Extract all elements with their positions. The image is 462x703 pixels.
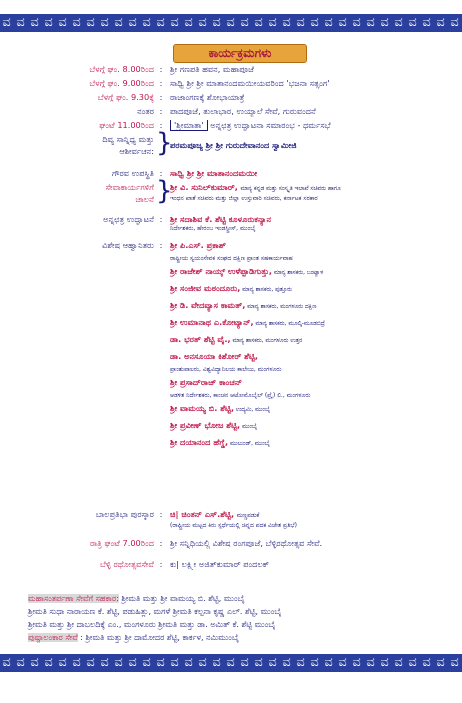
border-ornament: ವ <box>100 655 110 670</box>
border-ornament: ವ <box>310 15 320 30</box>
child-talent-role: (ರಾಷ್ಟ್ರೀಯ ಮಟ್ಟದ ಕಿರು ಸ್ಪರ್ಧೆಯಲ್ಲಿ ಚಿನ್ನದ ಪದಕ ವಿಜೇತ ಪ್ರತಿಭೆ) <box>170 522 297 529</box>
border-ornament: ವ <box>72 15 82 30</box>
annachatra-role: ನಿರ್ದೇಶಕರು, ಹೇರಂಬ ಇಂಡಸ್ಟ್ರೀಸ್, ಮುಂಬೈ <box>170 225 256 232</box>
guest-name: ಶ್ರೀ ವಾಮಯ್ಯ ಬಿ. ಶೆಟ್ಟಿ, <box>170 403 235 413</box>
guest-role: ಮುಂಬೈ <box>240 424 258 430</box>
inauguration-text: ಅನ್ನಛತ್ರ ಉದ್ಘಾಟನಾ ಸಮಾರಂಭ - ಧರ್ಮಸಭೆ <box>207 120 331 130</box>
footer-tag: ಪುಷ್ಪಾಲಂಕಾರ ಸೇವೆ <box>28 633 78 642</box>
border-ornament: ವ <box>128 15 138 30</box>
guest-role: ಮಾನ್ಯ ಶಾಸಕರು, ಬಂಟ್ವಾಳ <box>272 270 324 276</box>
border-ornament: ವ <box>156 655 166 670</box>
guest-name: ಶ್ರೀ ಪ್ರವೀಣ್ ಭೋಜ ಶೆಟ್ಟಿ, <box>170 420 241 430</box>
footer-line-1 <box>28 592 448 605</box>
child-talent-row: ಬಾಲಪ್ರತಿಭಾ ಪುರಸ್ಕಾರ : ಚಿ| ಚಿಂತನ್ ಎಸ್.ಶೆಟ್ಟಿ, ಮಣ್ಣಪಡುಕೆ (ರಾಷ್ಟ್ರೀಯ ಮಟ್ಟದ ಕಿರು ಸ್ಪರ್ಧೆಯಲ್ಲಿ ಚಿನ್ನದ ಪದಕ ವಿಜೇತ ಪ್ರತಿಭೆ) <box>28 509 448 531</box>
silver-chariot-label: ಬೆಳ್ಳಿ ರಥೋತ್ಸವಸೇವೆ <box>99 559 154 569</box>
border-ornament: ವ <box>184 655 194 670</box>
border-ornament: ವ <box>450 655 460 670</box>
footer-tag: ಮಹಾಸಂತರ್ಪಣಾ ಸೇವೆಗೆ ಸಹಕಾರ: <box>28 594 119 603</box>
silver-chariot-sponsor: ಕು| ಲಕ್ಷ್ಮೀ ಅಜಿತ್‌ಕುಮಾರ್ ಪಂದಲಕ್ <box>170 559 270 569</box>
program-page: ವ ವ ವ ವ ವ ವ ವ ವ ವ ವ ವ ವ ವ ವ ವ ವ ವ ವ ವ ವ ವ ವ ವ ವ ವ ವ ವ ವ ವ ವ ವ ವ ವ ಕಾರ್ಯಕ್ರಮಗಳು ಬೆಳಗ್ಗೆ ಘಂ. 8.00ರಿಂದ : ಶ್ರೀ ಗಣಪತಿ ಹವನ, ಮಹಾಪೂಜೆ ಬೆಳಗ್ಗೆ ಘಂ. 9.00ರಿಂದ : ಸಾಧ್ವಿ ಶ್ರೀ ಶ್ರೀ ಮಾತಾನಂದಮಯೀಯವರಿಂದ 'ಭಜನಾ ಸತ್ಸಂಗ' ಬೆಳಗ್ಗೆ ಘಂ. 9.30ಕ್ಕೆ : ರಾಜಾಂಗಣಕ್ಕೆ ಶೋಭಾಯಾತ್ರೆ ನಂತರ : ಪಾದಪೂಜೆ, ತುಲಾಭಾರ, ಉಯ್ಯಾಲೆ ಸೇವೆ, ಗುರುವಂದನೆ ಘಂಟೆ 11.00ರಿಂದ : 'ಶ್ರೀಮಾತಾ' ಅನ್ನಛತ್ರ ಉದ್ಘಾಟನಾ ಸಮಾರಂಭ - ಧರ್ಮಸಭೆ ದಿವ್ಯ ಸಾನ್ನಿಧ್ಯ ಮತ್ತು ಆಶೀರ್ವಚನ: } ಪರಮಪೂಜ್ಯ ಶ್ರೀ ಶ್ರೀ ಗುರುದೇವಾನಂದ ಸ್ವಾಮೀಜಿ ಗೌರವ ಉಪಸ್ಥಿತಿ : ಸಾಧ್ವಿ ಶ್ರೀ ಶ್ರೀ ಮಾತಾನಂದಮಯೀ ಸೇವಾಕಾರ್ಯಗಳಿಗೆ ಚಾಲನೆ } ಶ್ರೀ ವಿ. ಸುನಿಲ್‌ಕುಮಾರ್, ಮಾನ್ಯ ಕನ್ನಡ ಮತ್ತು ಸಂಸ್ಕೃತಿ ಇಲಾಖೆ ಸಚಿವರು ಹಾಗೂ ಇಂಧನ ಖಾತೆ ಸಚಿವರು ಮತ್ತು ಜಿಲ್ಲಾ ಉಸ್ತುವಾರಿ ಸಚಿವರು, ಕರ್ನಾಟಕ ಸರಕಾರ ಅನ್ನಛತ್ರ ಉದ್ಘಾಟನೆ : ಶ್ರೀ ಸದಾಶಿವ ಕೆ. ಶೆಟ್ಟಿ ಕೂಳೂರುಕನ್ಯಾನ ನಿರ್ದೇಶಕರು, ಹೇರಂಬ ಇಂಡಸ್ಟ್ರೀಸ್, ಮುಂಬೈ ವಿಶೇಷ ಆಹ್ವಾನಿತರು : ಶ್ರೀ ಪಿ.ಎಸ್. ಪ್ರಕಾಶ್ ರಾಷ್ಟ್ರೀಯ ಸ್ವಯಂಸೇವಕ ಸಂಘದ ದಕ್ಷಿಣ ಪ್ರಾಂತ ಸಹಕಾರ್ಯವಾಹ ಶ್ರೀ ರಾಜೇಶ್ ನಾಯ್ಕ್ ಉಳೆಪ್ಪಾಡಿಗುತ್ತು, ಮಾನ್ಯ ಶಾಸಕರು, ಬಂಟ್ವಾಳ ಶ್ರೀ ಸಂಜೀವ ಮಠಂದೂರು, ಮಾನ್ಯ ಶಾಸಕರು, ಪುತ್ತೂರು ಶ್ರೀ ಡಿ. ವೇದವ್ಯಾಸ ಕಾಮತ್, ಮಾನ್ಯ ಶಾಸಕರು, ಮಂಗಳೂರು ದಕ್ಷಿಣ ಶ್ರೀ ಉಮಾನಾಥ ಎ.ಕೋಟ್ಯಾನ್, ಮಾನ್ಯ ಶಾಸಕರು, ಮೂಲ್ಕಿ-ಮೂಡಬಿದ್ರೆ ಡಾ. ಭರತ್ ಶೆಟ್ಟಿ ವೈ., ಮಾನ್ಯ ಶಾಸಕರು, ಮಂಗಳೂರು ಉತ್ತರ ಡಾ. ಅನಸೂಯಾ ಕಿಶೋರ್ ಶೆಟ್ಟಿ, ಪ್ರಾಂಶುಪಾಲರು, ವಿಶ್ವವಿದ್ಯಾನಿಲಯ ಕಾಲೇಜು, ಮಂಗಳೂರು ಶ್ರೀ ಪ್ರಸಾದ್‌ರಾಜ್ ಕಾಂಚನ್ ಆಡಳಿತ ನಿರ್ದೇಶಕರು, ಕಾಂಚನ ಆಟೋಮೊಬೈಲ್ (ಪ್ರೈ) ಲಿ., ಮಂಗಳೂರು ಶ್ರೀ ವಾಮಯ್ಯ ಬಿ. ಶೆಟ್ಟಿ, ಉದ್ಯಮಿ, ಮುಂಬೈ ಶ್ರೀ ಪ್ರವೀಣ್ ಭೋಜ ಶೆಟ್ಟಿ, ಮುಂಬೈ ಶ್ರೀ ದಯಾನಂದ ಹೆಗ್ಡೆ, ಮುಲುಂಡ್, ಮುಂಬೈ ಬಾಲಪ್ರತಿಭಾ ಪುರಸ್ಕಾರ : ಚಿ| ಚಿಂತನ್ ಎಸ್.ಶೆಟ್ಟಿ, ಮಣ್ಣಪಡುಕೆ (ರಾಷ್ಟ್ರೀಯ ಮಟ್ಟದ ಕಿರು ಸ್ಪರ್ಧೆಯಲ್ಲಿ ಚಿನ್ನದ ಪದಕ ವಿಜೇತ ಪ್ರತಿಭೆ) ರಾತ್ರಿ ಘಂಟೆ 7.00ರಿಂದ : ಶ್ರೀ ಸನ್ನಿಧಿಯಲ್ಲಿ ವಿಶೇಷ ರಂಗಪೂಜೆ, ಬೆಳ್ಳಿರಥೋತ್ಸವ ಸೇವೆ. ಬೆಳ್ಳಿ ರಥೋತ್ಸವಸೇವೆ : ಕು| ಲಕ್ಷ್ಮೀ ಅಜಿತ್‌ಕುಮಾರ್ ಪಂದಲಕ್ ಮಹಾಸಂತರ್ಪಣಾ ಸೇವೆಗೆ ಸಹಕಾರ: ಶ್ರೀಮತಿ ಮತ್ತು ಶ್ರೀ ವಾಮಯ್ಯ ಬಿ. ಶೆಟ್ಟಿ, ಮುಂಬೈ ಶ್ರೀಮತಿ ಸುಧಾ ನಾರಾಯಣ ಕೆ. ಶೆಟ್ಟಿ, ಪಡುಹಿತ್ಲು, ಮಗಳೆ ಶ್ರೀಮತಿ ಕಲ್ಪನಾ ಕೃಷ್ಣ ಎಲ್. ಶೆಟ್ಟಿ, ಮುಂಬೈ ಶ್ರೀಮತಿ ಮತ್ತು ಶ್ರೀ ದಾಬಲದಿಕ್ಕೆ ಎಂ., ಮಂಗಳೂರು ಶ್ರೀಮತಿ ಮತ್ತು ಡಾ. ಅಮಿತ್ ಕೆ. ಶೆಟ್ಟಿ ಮುಂಬೈ ಪುಷ್ಪಾಲಂಕಾರ ಸೇವೆ : ಶ್ರೀಮತಿ ಮತ್ತು ಶ್ರೀ ದಾಮೋದರ ಶೆಟ್ಟಿ, ಕಾರ್ಕಳ, ನಮಿಮುಂಬೈ ವ ವ ವ ವ ವ ವ ವ ವ ವ ವ ವ ವ ವ ವ ವ ವ ವ ವ ವ ವ ವ ವ ವ ವ ವ ವ ವ ವ ವ ವ ವ ವ ವ <box>0 0 462 703</box>
schedule-event: ರಾಜಾಂಗಣಕ್ಕೆ ಶೋಭಾಯಾತ್ರೆ <box>170 92 245 102</box>
annachatra-label: ಅನ್ನಛತ್ರ ಉದ್ಘಾಟನೆ <box>103 214 154 224</box>
border-ornament: ವ <box>352 655 362 670</box>
guest-name: ಶ್ರೀ ಡಿ. ವೇದವ್ಯಾಸ ಕಾಮತ್, <box>170 300 246 310</box>
seva-launch-row: ಸೇವಾಕಾರ್ಯಗಳಿಗೆ ಚಾಲನೆ } ಶ್ರೀ ವಿ. ಸುನಿಲ್‌ಕುಮಾರ್, ಮಾನ್ಯ ಕನ್ನಡ ಮತ್ತು ಸಂಸ್ಕೃತಿ ಇಲಾಖೆ ಸಚಿವರು ಹಾಗೂ ಇಂಧನ ಖಾತೆ ಸಚಿವರು ಮತ್ತು ಜಿಲ್ಲಾ ಉಸ್ತುವಾರಿ ಸಚಿವರು, ಕರ್ನಾಟಕ ಸರಕಾರ <box>28 182 448 208</box>
border-ornament: ವ <box>226 15 236 30</box>
border-ornament: ವ <box>30 15 40 30</box>
border-ornament: ವ <box>72 655 82 670</box>
border-ornament: ವ <box>254 655 264 670</box>
divine-presence-name: ಪರಮಪೂಜ್ಯ ಶ್ರೀ ಶ್ರೀ ಗುರುದೇವಾನಂದ ಸ್ವಾಮೀಜಿ <box>170 140 297 150</box>
honorary-name: ಸಾಧ್ವಿ ಶ್ರೀ ಶ್ರೀ ಮಾತಾನಂದಮಯೀ <box>170 168 258 178</box>
guest-name: ಶ್ರೀ ಪ್ರಸಾದ್‌ರಾಜ್ ಕಾಂಚನ್ <box>170 377 243 387</box>
night-event: ಶ್ರೀ ಸನ್ನಿಧಿಯಲ್ಲಿ ವಿಶೇಷ ರಂಗಪೂಜೆ, ಬೆಳ್ಳಿರಥೋತ್ಸವ ಸೇವೆ. <box>170 538 323 548</box>
guest-role: ಮಾನ್ಯ ಶಾಸಕರು, ಮಂಗಳೂರು ಉತ್ತರ <box>230 338 303 344</box>
border-ornament: ವ <box>142 15 152 30</box>
border-ornament: ವ <box>394 15 404 30</box>
annachatra-row: ಅನ್ನಛತ್ರ ಉದ್ಘಾಟನೆ : ಶ್ರೀ ಸದಾಶಿವ ಕೆ. ಶೆಟ್ಟಿ ಕೂಳೂರುಕನ್ಯಾನ ನಿರ್ದೇಶಕರು, ಹೇರಂಬ ಇಂಡಸ್ಟ್ರೀಸ್, ಮುಂಬೈ <box>28 214 448 236</box>
guest-line <box>170 437 450 450</box>
guest-line <box>170 266 450 279</box>
guest-name: ಶ್ರೀ ಉಮಾನಾಥ ಎ.ಕೋಟ್ಯಾನ್, <box>170 317 254 327</box>
guest-role: ಮಾನ್ಯ ಶಾಸಕರು, ಪುತ್ತೂರು <box>240 287 292 293</box>
border-ornament: ವ <box>198 15 208 30</box>
guest-line <box>170 420 450 433</box>
guest-name: ಶ್ರೀ ಪಿ.ಎಸ್. ಪ್ರಕಾಶ್ <box>170 240 226 250</box>
border-ornament: ವ <box>380 15 390 30</box>
schedule-time: ಬೆಳಗ್ಗೆ ಘಂ. 9.30ಕ್ಕೆ <box>97 92 154 102</box>
border-ornament: ವ <box>16 655 26 670</box>
special-guests-list <box>170 240 450 454</box>
border-ornament: ವ <box>2 15 12 30</box>
guest-line: ರಾಷ್ಟ್ರೀಯ ಸ್ವಯಂಸೇವಕ ಸಂಘದ ದಕ್ಷಿಣ ಪ್ರಾಂತ ಸಹಕಾರ್ಯವಾಹ <box>170 255 293 262</box>
border-ornament: ವ <box>2 655 12 670</box>
guest-name: ಶ್ರೀ ಸಂಜೀವ ಮಠಂದೂರು, <box>170 283 241 293</box>
border-ornament: ವ <box>408 15 418 30</box>
schedule-time: ನಂತರ <box>137 106 154 116</box>
border-ornament: ವ <box>184 15 194 30</box>
footer-line-2 <box>28 605 448 618</box>
border-ornament: ವ <box>114 655 124 670</box>
footer-text: ಶ್ರೀಮತಿ ಮತ್ತು ಶ್ರೀ ದಾಬಲದಿಕ್ಕೆ ಎಂ., ಮಂಗಳೂರು ಶ್ರೀಮತಿ ಮತ್ತು ಡಾ. ಅಮಿತ್ ಕೆ. ಶೆಟ್ಟಿ ಮುಂಬೈ <box>28 620 276 629</box>
border-ornament: ವ <box>142 655 152 670</box>
border-ornament: ವ <box>324 655 334 670</box>
night-time: ರಾತ್ರಿ ಘಂಟೆ 7.00ರಿಂದ <box>89 538 154 548</box>
border-ornament: ವ <box>436 15 446 30</box>
guest-name: ಡಾ. ಅನಸೂಯಾ ಕಿಶೋರ್ ಶೆಟ್ಟಿ, <box>170 351 259 361</box>
guest-line <box>170 334 450 347</box>
divine-presence-row: ದಿವ್ಯ ಸಾನ್ನಿಧ್ಯ ಮತ್ತು ಆಶೀರ್ವಚನ: } ಪರಮಪೂಜ್ಯ ಶ್ರೀ ಶ್ರೀ ಗುರುದೇವಾನಂದ ಸ್ವಾಮೀಜಿ <box>28 134 448 160</box>
border-ornament: ವ <box>408 655 418 670</box>
guest-name: ಶ್ರೀ ದಯಾನಂದ ಹೆಗ್ಡೆ, <box>170 437 229 447</box>
guest-role: ಮುಲುಂಡ್, ಮುಂಬೈ <box>228 441 270 447</box>
border-ornament: ವ <box>170 655 180 670</box>
footer-line-3 <box>28 618 448 631</box>
seva-guest-role-2: ಇಂಧನ ಖಾತೆ ಸಚಿವರು ಮತ್ತು ಜಿಲ್ಲಾ ಉಸ್ತುವಾರಿ ಸಚಿವರು, ಕರ್ನಾಟಕ ಸರಕಾರ <box>170 195 318 202</box>
guest-line <box>170 317 450 330</box>
border-ornament: ವ <box>198 655 208 670</box>
border-ornament: ವ <box>394 655 404 670</box>
border-ornament: ವ <box>380 655 390 670</box>
border-ornament: ವ <box>254 15 264 30</box>
schedule-time: ಘಂಟೆ 11.00ರಿಂದ <box>99 120 154 130</box>
top-border-band <box>0 14 462 32</box>
border-ornament: ವ <box>422 15 432 30</box>
border-ornament: ವ <box>296 655 306 670</box>
border-ornament: ವ <box>366 655 376 670</box>
border-ornament: ವ <box>296 15 306 30</box>
guest-role: ಮಾನ್ಯ ಶಾಸಕರು, ಮಂಗಳೂರು ದಕ್ಷಿಣ <box>245 304 317 310</box>
border-ornament: ವ <box>268 15 278 30</box>
border-ornament: ವ <box>310 655 320 670</box>
guest-line <box>170 283 450 296</box>
seva-label-2: ಚಾಲನೆ <box>135 194 154 204</box>
border-ornament: ವ <box>212 15 222 30</box>
border-ornament: ವ <box>324 15 334 30</box>
seva-label-1: ಸೇವಾಕಾರ್ಯಗಳಿಗೆ <box>105 182 154 192</box>
guest-name: ಡಾ. ಭರತ್ ಶೆಟ್ಟಿ ವೈ., <box>170 334 231 344</box>
footer-text: : ಶ್ರೀಮತಿ ಮತ್ತು ಶ್ರೀ ದಾಮೋದರ ಶೆಟ್ಟಿ, ಕಾರ್ಕಳ, ನಮಿಮುಂಬೈ <box>77 633 239 642</box>
guest-line: ಪ್ರಾಂಶುಪಾಲರು, ವಿಶ್ವವಿದ್ಯಾನಿಲಯ ಕಾಲೇಜು, ಮಂಗಳೂರು <box>170 366 282 373</box>
border-ornament: ವ <box>212 655 222 670</box>
divine-presence-label-1: ದಿವ್ಯ ಸಾನ್ನಿಧ್ಯ ಮತ್ತು <box>102 134 154 144</box>
special-guests-label: ವಿಶೇಷ ಆಹ್ವಾನಿತರು <box>102 240 154 250</box>
border-ornament: ವ <box>86 655 96 670</box>
guest-role: ಉದ್ಯಮಿ, ಮುಂಬೈ <box>234 407 271 413</box>
guest-line <box>170 351 450 362</box>
guest-line <box>170 403 450 416</box>
guest-role: ಮಾನ್ಯ ಶಾಸಕರು, ಮೂಲ್ಕಿ-ಮೂಡಬಿದ್ರೆ <box>253 321 325 327</box>
guest-line <box>170 300 450 313</box>
schedule-event: ಪಾದಪೂಜೆ, ತುಲಾಭಾರ, ಉಯ್ಯಾಲೆ ಸೇವೆ, ಗುರುವಂದನೆ <box>170 106 316 116</box>
border-ornament: ವ <box>100 15 110 30</box>
border-ornament: ವ <box>268 655 278 670</box>
schedule-time: ಬೆಳಗ್ಗೆ ಘಂ. 8.00ರಿಂದ <box>89 64 154 74</box>
schedule-time: ಬೆಳಗ್ಗೆ ಘಂ. 9.00ರಿಂದ <box>89 78 154 88</box>
border-ornament: ವ <box>170 15 180 30</box>
border-ornament: ವ <box>366 15 376 30</box>
border-ornament: ವ <box>282 15 292 30</box>
border-ornament: ವ <box>422 655 432 670</box>
border-ornament: ವ <box>338 655 348 670</box>
annachatra-name: ಶ್ರೀ ಸದಾಶಿವ ಕೆ. ಶೆಟ್ಟಿ ಕೂಳೂರುಕನ್ಯಾನ <box>170 214 272 224</box>
page-title: ಕಾರ್ಯಕ್ರಮಗಳು <box>173 44 307 63</box>
border-ornament: ವ <box>58 655 68 670</box>
border-ornament: ವ <box>44 15 54 30</box>
border-ornament: ವ <box>30 655 40 670</box>
seva-guest-name: ಶ್ರೀ ವಿ. ಸುನಿಲ್‌ಕುಮಾರ್, <box>170 182 238 192</box>
schedule-event: ಸಾಧ್ವಿ ಶ್ರೀ ಶ್ರೀ ಮಾತಾನಂದಮಯೀಯವರಿಂದ 'ಭಜನಾ ಸತ್ಸಂಗ' <box>170 78 330 88</box>
border-ornament: ವ <box>450 15 460 30</box>
schedule-event <box>170 120 450 131</box>
bottom-border-band <box>0 654 462 672</box>
border-ornament: ವ <box>156 15 166 30</box>
honorary-label: ಗೌರವ ಉಪಸ್ಥಿತಿ <box>111 168 154 178</box>
border-ornament: ವ <box>58 15 68 30</box>
child-talent-place: ಮಣ್ಣಪಡುಕೆ <box>236 513 260 519</box>
border-ornament: ವ <box>240 15 250 30</box>
border-ornament: ವ <box>226 655 236 670</box>
footer-line-4 <box>28 631 448 644</box>
guest-line <box>170 377 450 388</box>
guest-name: ಶ್ರೀ ರಾಜೇಶ್ ನಾಯ್ಕ್ ಉಳೆಪ್ಪಾಡಿಗುತ್ತು, <box>170 266 273 276</box>
footer-text: ಶ್ರೀಮತಿ ಸುಧಾ ನಾರಾಯಣ ಕೆ. ಶೆಟ್ಟಿ, ಪಡುಹಿತ್ಲು, ಮಗಳೆ ಶ್ರೀಮತಿ ಕಲ್ಪನಾ ಕೃಷ್ಣ ಎಲ್. ಶೆಟ್ಟಿ, ಮುಂಬೈ <box>28 607 282 616</box>
border-ornament: ವ <box>240 655 250 670</box>
border-ornament: ವ <box>114 15 124 30</box>
border-ornament: ವ <box>282 655 292 670</box>
border-ornament: ವ <box>86 15 96 30</box>
divine-presence-label-2: ಆಶೀರ್ವಚನ: <box>119 146 154 156</box>
border-ornament: ವ <box>44 655 54 670</box>
border-ornament: ವ <box>16 15 26 30</box>
border-ornament: ವ <box>352 15 362 30</box>
border-ornament: ವ <box>338 15 348 30</box>
guest-line: ಆಡಳಿತ ನಿರ್ದೇಶಕರು, ಕಾಂಚನ ಆಟೋಮೊಬೈಲ್ (ಪ್ರೈ) ಲಿ., ಮಂಗಳೂರು <box>170 392 311 399</box>
footer-text: ಶ್ರೀಮತಿ ಮತ್ತು ಶ್ರೀ ವಾಮಯ್ಯ ಬಿ. ಶೆಟ್ಟಿ, ಮುಂಬೈ <box>118 594 245 603</box>
schedule-event: ಶ್ರೀ ಗಣಪತಿ ಹವನ, ಮಹಾಪೂಜೆ <box>170 64 254 74</box>
sponsors-footer <box>28 592 448 644</box>
child-talent-name: ಚಿ| ಚಿಂತನ್ ಎಸ್.ಶೆಟ್ಟಿ, <box>170 509 235 519</box>
guest-line <box>170 240 450 251</box>
border-ornament: ವ <box>128 655 138 670</box>
border-ornament: ವ <box>436 655 446 670</box>
shrimata-box: 'ಶ್ರೀಮಾತಾ' <box>170 120 208 131</box>
child-talent-label: ಬಾಲಪ್ರತಿಭಾ ಪುರಸ್ಕಾರ <box>95 509 154 519</box>
seva-guest-role-1: ಮಾನ್ಯ ಕನ್ನಡ ಮತ್ತು ಸಂಸ್ಕೃತಿ ಇಲಾಖೆ ಸಚಿವರು ಹಾಗೂ <box>240 186 341 192</box>
